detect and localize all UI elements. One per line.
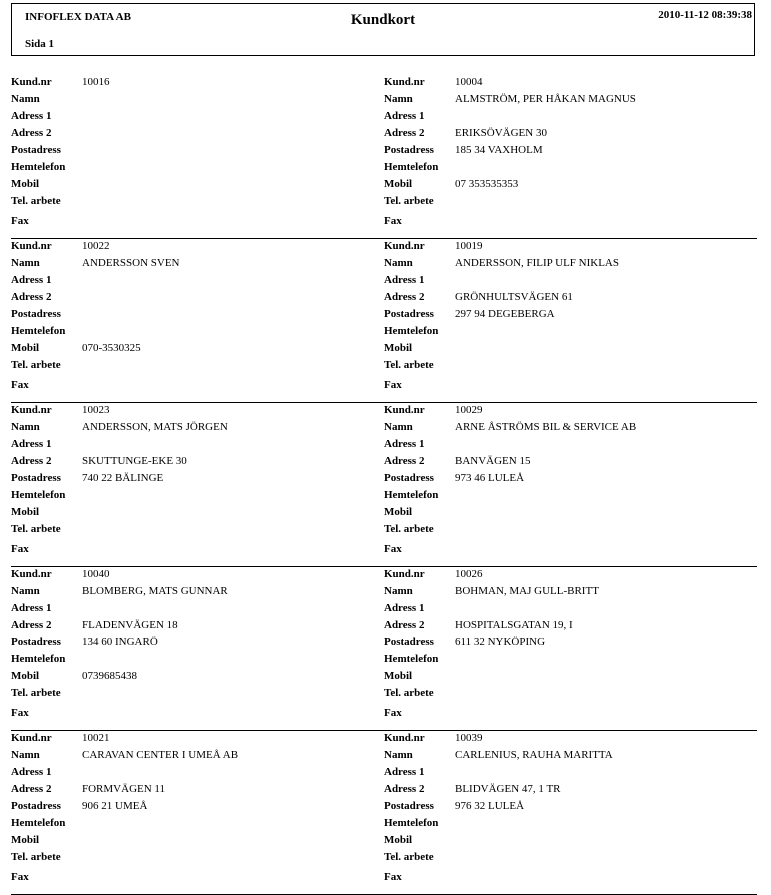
field-value: BLIDVÄGEN 47, 1 TR xyxy=(455,783,561,795)
field-value: 906 21 UMEÅ xyxy=(82,800,148,812)
field-label: Kund.nr xyxy=(11,76,52,88)
field-label: Hemtelefon xyxy=(384,489,439,501)
field-label: Namn xyxy=(11,93,40,105)
field-label: Namn xyxy=(11,749,40,761)
field-label: Fax xyxy=(11,871,29,883)
record-row xyxy=(11,403,757,567)
field-label: Adress 2 xyxy=(11,783,52,795)
field-label: Tel. arbete xyxy=(384,687,434,699)
field-label: Adress 2 xyxy=(11,619,52,631)
field-label: Namn xyxy=(384,93,413,105)
field-label: Hemtelefon xyxy=(384,653,439,665)
field-label: Adress 1 xyxy=(384,274,425,286)
field-label: Namn xyxy=(384,421,413,433)
field-label: Namn xyxy=(384,257,413,269)
field-label: Adress 1 xyxy=(384,766,425,778)
field-label: Tel. arbete xyxy=(11,359,61,371)
field-label: Tel. arbete xyxy=(384,195,434,207)
field-label: Postadress xyxy=(11,144,61,156)
field-value: FORMVÄGEN 11 xyxy=(82,783,166,795)
field-label: Mobil xyxy=(384,670,413,682)
field-label: Tel. arbete xyxy=(11,851,61,863)
field-label: Fax xyxy=(11,379,29,391)
field-label: Hemtelefon xyxy=(11,817,66,829)
field-label: Adress 2 xyxy=(11,291,52,303)
field-label: Fax xyxy=(11,707,29,719)
field-label: Adress 1 xyxy=(11,766,52,778)
field-value: ANDERSSON, MATS JÖRGEN xyxy=(82,421,228,433)
record-row xyxy=(11,75,757,239)
record-row xyxy=(11,567,757,731)
report-header xyxy=(11,3,755,56)
field-label: Namn xyxy=(11,257,40,269)
field-value: ERIKSÖVÄGEN 30 xyxy=(455,127,547,139)
field-label: Mobil xyxy=(384,834,413,846)
field-label: Adress 1 xyxy=(11,274,52,286)
field-label: Adress 1 xyxy=(384,438,425,450)
field-value: SKUTTUNGE-EKE 30 xyxy=(82,455,187,467)
field-label: Adress 2 xyxy=(384,127,425,139)
field-label: Postadress xyxy=(384,800,434,812)
field-label: Kund.nr xyxy=(384,240,425,252)
field-label: Mobil xyxy=(384,178,413,190)
field-value: CARAVAN CENTER I UMEÅ AB xyxy=(82,749,239,761)
field-label: Postadress xyxy=(384,472,434,484)
field-value: 185 34 VAXHOLM xyxy=(455,144,543,156)
field-value: 070-3530325 xyxy=(82,342,141,354)
field-value: 0739685438 xyxy=(82,670,137,682)
field-value: 740 22 BÄLINGE xyxy=(82,472,164,484)
field-label: Kund.nr xyxy=(11,404,52,416)
field-value: 10040 xyxy=(82,568,110,580)
field-label: Adress 2 xyxy=(384,455,425,467)
field-label: Postadress xyxy=(384,636,434,648)
field-value: ALMSTRÖM, PER HÅKAN MAGNUS xyxy=(455,93,636,105)
field-label: Fax xyxy=(11,215,29,227)
field-label: Hemtelefon xyxy=(11,653,66,665)
field-label: Adress 2 xyxy=(384,291,425,303)
field-label: Kund.nr xyxy=(384,76,425,88)
field-label: Adress 1 xyxy=(384,110,425,122)
field-label: Mobil xyxy=(11,506,40,518)
report-title: Kundkort xyxy=(350,12,416,28)
field-label: Fax xyxy=(384,543,402,555)
field-label: Tel. arbete xyxy=(11,523,61,535)
field-label: Mobil xyxy=(11,670,40,682)
field-label: Tel. arbete xyxy=(11,195,61,207)
field-label: Mobil xyxy=(11,178,40,190)
field-value: ANDERSSON, FILIP ULF NIKLAS xyxy=(455,257,619,269)
field-value: 10021 xyxy=(82,732,110,744)
field-label: Mobil xyxy=(384,342,413,354)
field-label: Adress 1 xyxy=(11,602,52,614)
field-label: Tel. arbete xyxy=(384,851,434,863)
field-label: Namn xyxy=(11,421,40,433)
customer-records xyxy=(11,75,757,895)
field-label: Mobil xyxy=(11,342,40,354)
field-label: Mobil xyxy=(384,506,413,518)
field-value: 10022 xyxy=(82,240,110,252)
field-label: Fax xyxy=(384,871,402,883)
field-label: Kund.nr xyxy=(11,240,52,252)
field-value: FLADENVÄGEN 18 xyxy=(82,619,178,631)
field-label: Adress 1 xyxy=(384,602,425,614)
field-value: ARNE ÅSTRÖMS BIL & SERVICE AB xyxy=(455,421,637,433)
field-label: Adress 2 xyxy=(384,783,425,795)
field-value: 297 94 DEGEBERGA xyxy=(455,308,555,320)
field-label: Tel. arbete xyxy=(11,687,61,699)
field-label: Namn xyxy=(11,585,40,597)
field-label: Kund.nr xyxy=(11,732,52,744)
field-value: 07 353535353 xyxy=(455,178,519,190)
field-label: Adress 2 xyxy=(384,619,425,631)
field-label: Adress 1 xyxy=(11,438,52,450)
field-label: Mobil xyxy=(11,834,40,846)
field-label: Adress 1 xyxy=(11,110,52,122)
field-label: Adress 2 xyxy=(11,455,52,467)
field-label: Postadress xyxy=(11,636,61,648)
report-datetime: 2010-11-12 08:39:38 xyxy=(658,9,752,21)
field-value: 10016 xyxy=(82,76,110,88)
field-label: Adress 2 xyxy=(11,127,52,139)
field-label: Hemtelefon xyxy=(384,325,439,337)
field-value: 611 32 NYKÖPING xyxy=(455,636,546,648)
field-label: Postadress xyxy=(11,308,61,320)
record-row xyxy=(11,731,757,895)
field-value: ANDERSSON SVEN xyxy=(82,257,180,269)
field-label: Hemtelefon xyxy=(11,325,66,337)
field-label: Tel. arbete xyxy=(384,523,434,535)
field-value: 976 32 LULEÅ xyxy=(455,800,525,812)
field-label: Postadress xyxy=(384,308,434,320)
field-label: Tel. arbete xyxy=(384,359,434,371)
field-value: 10026 xyxy=(455,568,483,580)
field-label: Hemtelefon xyxy=(384,817,439,829)
field-value: 10039 xyxy=(455,732,483,744)
field-label: Hemtelefon xyxy=(384,161,439,173)
field-value: 10029 xyxy=(455,404,483,416)
field-value: HOSPITALSGATAN 19, I xyxy=(455,619,573,631)
field-label: Fax xyxy=(384,215,402,227)
field-label: Kund.nr xyxy=(384,404,425,416)
field-value: CARLENIUS, RAUHA MARITTA xyxy=(455,749,613,761)
field-value: 973 46 LULEÅ xyxy=(455,472,525,484)
field-label: Fax xyxy=(384,707,402,719)
field-label: Kund.nr xyxy=(384,732,425,744)
field-label: Kund.nr xyxy=(384,568,425,580)
field-label: Fax xyxy=(384,379,402,391)
field-value: BANVÄGEN 15 xyxy=(455,455,531,467)
field-label: Fax xyxy=(11,543,29,555)
field-value: BOHMAN, MAJ GULL-BRITT xyxy=(455,585,599,597)
field-value: 10023 xyxy=(82,404,110,416)
field-value: 134 60 INGARÖ xyxy=(82,636,158,648)
field-value: GRÖNHULTSVÄGEN 61 xyxy=(455,291,573,303)
field-label: Namn xyxy=(384,585,413,597)
field-label: Hemtelefon xyxy=(11,489,66,501)
field-value: BLOMBERG, MATS GUNNAR xyxy=(82,585,228,597)
field-label: Namn xyxy=(384,749,413,761)
field-label: Postadress xyxy=(11,472,61,484)
record-row xyxy=(11,239,757,403)
page-number: Sida 1 xyxy=(25,38,55,50)
field-value: 10004 xyxy=(455,76,483,88)
field-label: Postadress xyxy=(384,144,434,156)
field-label: Postadress xyxy=(11,800,61,812)
field-label: Kund.nr xyxy=(11,568,52,580)
company-name: INFOFLEX DATA AB xyxy=(25,11,131,23)
field-value: 10019 xyxy=(455,240,483,252)
field-label: Hemtelefon xyxy=(11,161,66,173)
